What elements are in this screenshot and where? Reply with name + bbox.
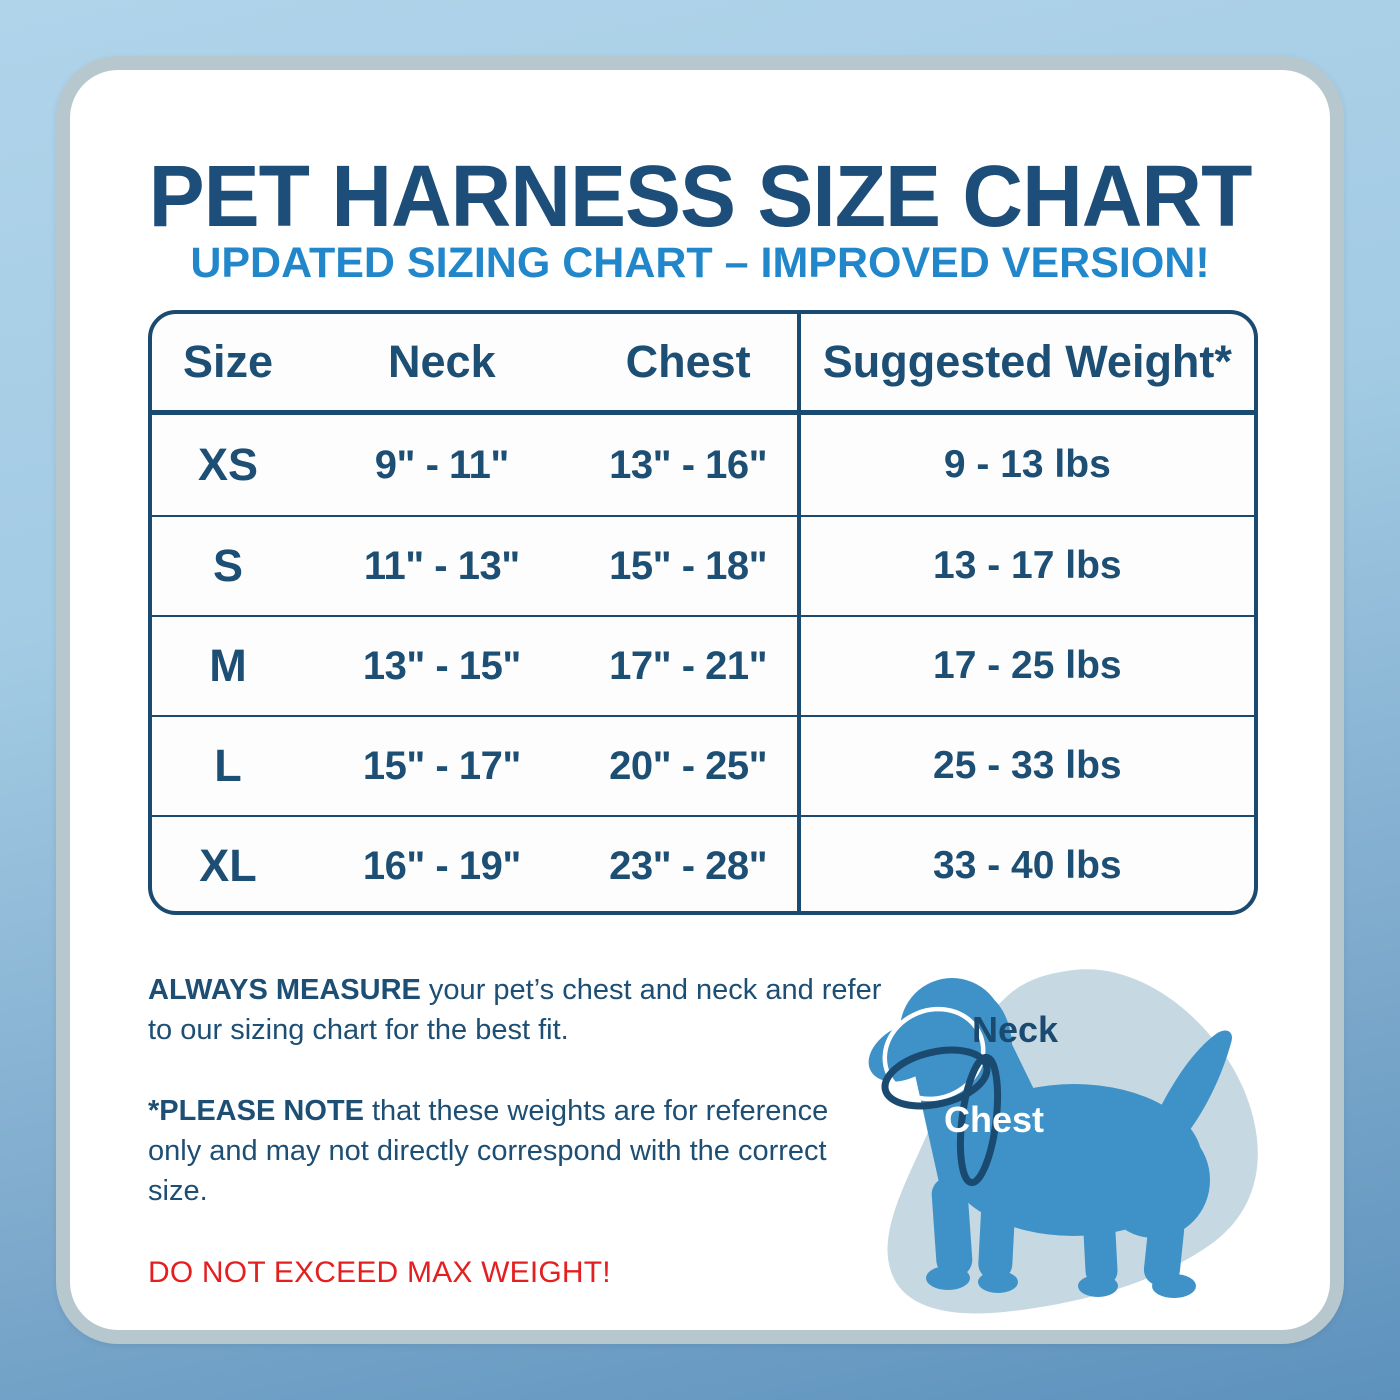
size-value: S bbox=[213, 540, 244, 591]
weight-value: 25 - 33 lbs bbox=[797, 717, 1254, 815]
page-subtitle: UPDATED SIZING CHART – IMPROVED VERSION! bbox=[190, 239, 1210, 287]
table-row-s bbox=[152, 515, 1254, 615]
notes-section bbox=[148, 970, 888, 1334]
chest-value: 20" - 25" bbox=[609, 743, 768, 788]
please-note-lead: *PLEASE NOTE bbox=[148, 1095, 364, 1128]
please-note-text: that these weights are for reference only and may not directly correspond with the correct size. bbox=[148, 1095, 829, 1208]
chest-value: 17" - 21" bbox=[609, 643, 768, 688]
size-value: M bbox=[209, 640, 247, 691]
neck-value: 9" - 11" bbox=[374, 442, 509, 487]
measure-note-text: your pet’s chest and neck and refer to our sizing chart for the best fit. bbox=[148, 974, 882, 1047]
size-value: L bbox=[214, 740, 242, 791]
header-weight: Suggested Weight* bbox=[797, 314, 1254, 410]
table-row-xl bbox=[152, 815, 1254, 915]
table-row-l bbox=[152, 715, 1254, 815]
please-note bbox=[148, 1091, 888, 1211]
neck-value: 13" - 15" bbox=[362, 643, 521, 688]
neck-label: Neck bbox=[971, 1009, 1059, 1050]
dog-measurement-diagram bbox=[822, 942, 1282, 1342]
size-value: XL bbox=[199, 840, 257, 891]
page-title: PET HARNESS SIZE CHART bbox=[148, 147, 1252, 245]
chest-label: Chest bbox=[943, 1099, 1045, 1140]
chest-value: 23" - 28" bbox=[609, 843, 768, 888]
weight-value: 17 - 25 lbs bbox=[797, 617, 1254, 715]
chest-value: 15" - 18" bbox=[609, 543, 768, 588]
size-value: XS bbox=[198, 439, 259, 490]
dog-silhouette-icon bbox=[822, 942, 1282, 1342]
size-chart-table bbox=[148, 310, 1258, 915]
neck-value: 16" - 19" bbox=[362, 843, 521, 888]
weight-value: 9 - 13 lbs bbox=[797, 415, 1254, 515]
table-row-xs bbox=[152, 415, 1254, 515]
measure-note bbox=[148, 970, 888, 1050]
measure-note-lead: ALWAYS MEASURE bbox=[148, 974, 421, 1006]
header-size: Size bbox=[183, 336, 274, 387]
header-neck: Neck bbox=[388, 336, 496, 387]
weight-value: 13 - 17 lbs bbox=[797, 517, 1254, 615]
max-weight-warning: DO NOT EXCEED MAX WEIGHT! bbox=[148, 1256, 611, 1290]
chest-value: 13" - 16" bbox=[609, 442, 768, 487]
table-row-m bbox=[152, 615, 1254, 715]
chart-card bbox=[56, 56, 1344, 1344]
weight-value: 33 - 40 lbs bbox=[797, 817, 1254, 915]
header-chest: Chest bbox=[625, 336, 751, 387]
table-header-row bbox=[152, 314, 1254, 415]
neck-value: 15" - 17" bbox=[362, 743, 521, 788]
neck-value: 11" - 13" bbox=[363, 543, 520, 588]
